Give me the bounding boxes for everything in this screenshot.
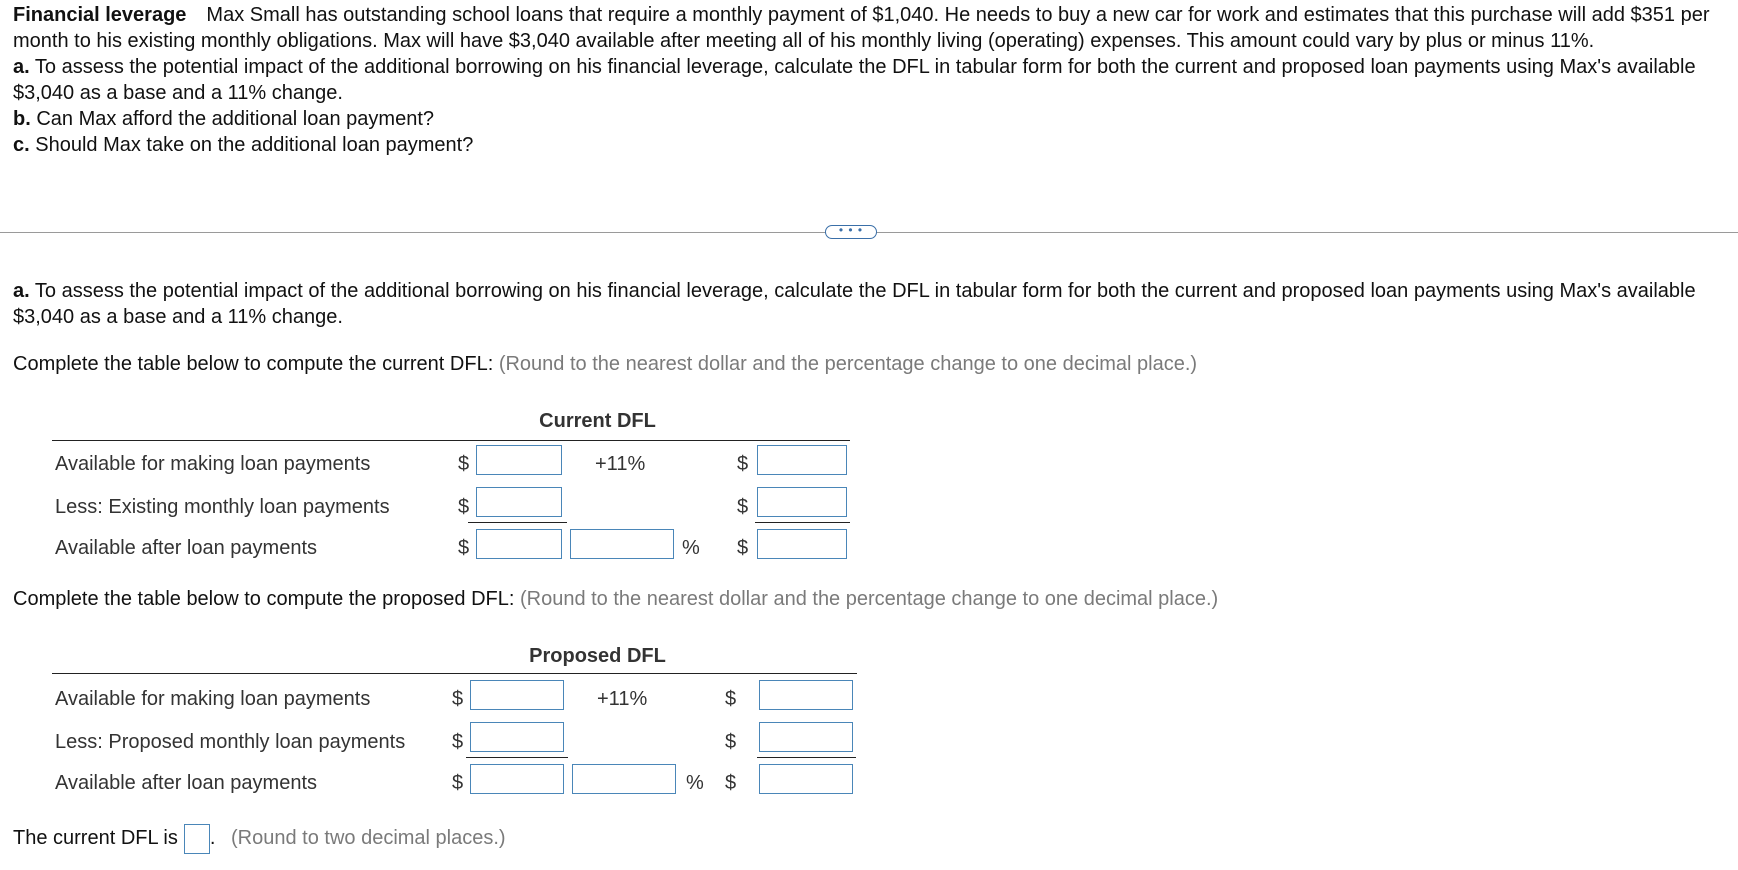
problem-paragraph	[13, 2, 1725, 54]
dollar-sign: $	[737, 496, 749, 518]
current-dfl-header: Current DFL	[539, 410, 656, 432]
question-a-text: To assess the potential impact of the additional borrowing on his financial leverage, calculate the DFL in tabular form for both the current and proposed loan payments using Max's available $3,040 as a base and a 11% change.	[13, 56, 1696, 104]
expand-button[interactable]: • • •	[825, 225, 877, 239]
proposed-payments-base-input[interactable]	[470, 722, 564, 752]
current-percent-change-input[interactable]	[570, 529, 674, 559]
percent-sign: %	[686, 772, 704, 794]
row-label-available: Available for making loan payments	[55, 453, 371, 475]
dollar-sign: $	[737, 453, 749, 475]
current-dfl-answer	[13, 823, 506, 854]
change-label: +11%	[595, 453, 646, 475]
proposed-instruction-text: Complete the table below to compute the proposed DFL:	[13, 588, 515, 610]
problem-statement	[13, 2, 1725, 158]
current-dfl-input[interactable]	[184, 824, 210, 854]
proposed-after-base-input[interactable]	[470, 764, 564, 794]
dollar-sign: $	[452, 731, 464, 753]
current-after-change-input[interactable]	[757, 529, 847, 559]
current-available-base-input[interactable]	[476, 445, 562, 475]
row-label-proposed-payments: Less: Proposed monthly loan payments	[55, 731, 406, 753]
row-label-available-after: Available after loan payments	[55, 537, 318, 559]
dollar-sign: $	[725, 731, 737, 753]
subtotal-rule	[468, 522, 567, 523]
header-rule	[52, 440, 850, 441]
dollar-sign: $	[458, 496, 470, 518]
dollar-sign: $	[452, 772, 464, 794]
dollar-sign: $	[737, 537, 749, 559]
current-dfl-suffix: .	[209, 827, 216, 849]
subtotal-rule	[466, 757, 568, 758]
row-label-available-after: Available after loan payments	[55, 772, 318, 794]
header-rule	[52, 673, 857, 674]
part-a-text: To assess the potential impact of the additional borrowing on his financial leverage, calculate the DFL in tabular form for both the current and proposed loan payments using Max's available $3,040 as a base and a 11% change.	[13, 280, 1696, 328]
row-label-available: Available for making loan payments	[55, 688, 371, 710]
subtotal-rule	[755, 522, 850, 523]
question-c	[13, 132, 1725, 158]
part-a-label: a.	[13, 280, 30, 302]
part-a-prompt	[13, 278, 1725, 330]
current-dfl-hint: (Round to two decimal places.)	[231, 827, 506, 849]
dollar-sign: $	[725, 688, 737, 710]
current-after-base-input[interactable]	[476, 529, 562, 559]
proposed-dfl-table	[0, 645, 1738, 805]
question-c-label: c.	[13, 134, 30, 156]
problem-text: Max Small has outstanding school loans that require a monthly payment of $1,040. He needs to buy a new car for work and estimates that this purchase will add $351 per month to his existing monthly obligations. Max will have $3,040 available after meeting all of his monthly living (operating) expenses. This amount could vary by plus or minus 11%.	[13, 4, 1710, 52]
dollar-sign: $	[458, 453, 470, 475]
current-instruction	[13, 351, 1197, 377]
current-payments-base-input[interactable]	[476, 487, 562, 517]
dollar-sign: $	[458, 537, 470, 559]
proposed-hint: (Round to the nearest dollar and the percentage change to one decimal place.)	[519, 588, 1219, 610]
current-dfl-prefix: The current DFL is	[13, 827, 178, 849]
proposed-payments-change-input[interactable]	[759, 722, 853, 752]
current-hint: (Round to the nearest dollar and the percentage change to one decimal place.)	[498, 353, 1198, 375]
row-label-existing-payments: Less: Existing monthly loan payments	[55, 496, 390, 518]
proposed-after-change-input[interactable]	[759, 764, 853, 794]
dollar-sign: $	[452, 688, 464, 710]
proposed-available-base-input[interactable]	[470, 680, 564, 710]
change-label: +11%	[597, 688, 648, 710]
dollar-sign: $	[725, 772, 737, 794]
proposed-instruction	[13, 586, 1218, 612]
question-c-text: Should Max take on the additional loan payment?	[35, 134, 474, 156]
current-dfl-table	[0, 410, 1738, 570]
question-a	[13, 54, 1725, 106]
percent-sign: %	[682, 537, 700, 559]
current-available-change-input[interactable]	[757, 445, 847, 475]
subtotal-rule	[757, 757, 856, 758]
question-b-text: Can Max afford the additional loan payment?	[36, 108, 435, 130]
proposed-percent-change-input[interactable]	[572, 764, 676, 794]
current-payments-change-input[interactable]	[757, 487, 847, 517]
proposed-available-change-input[interactable]	[759, 680, 853, 710]
problem-title: Financial leverage	[13, 4, 187, 26]
question-b	[13, 106, 1725, 132]
current-instruction-text: Complete the table below to compute the current DFL:	[13, 353, 494, 375]
question-a-label: a.	[13, 56, 30, 78]
proposed-dfl-header: Proposed DFL	[529, 645, 666, 667]
question-b-label: b.	[13, 108, 31, 130]
